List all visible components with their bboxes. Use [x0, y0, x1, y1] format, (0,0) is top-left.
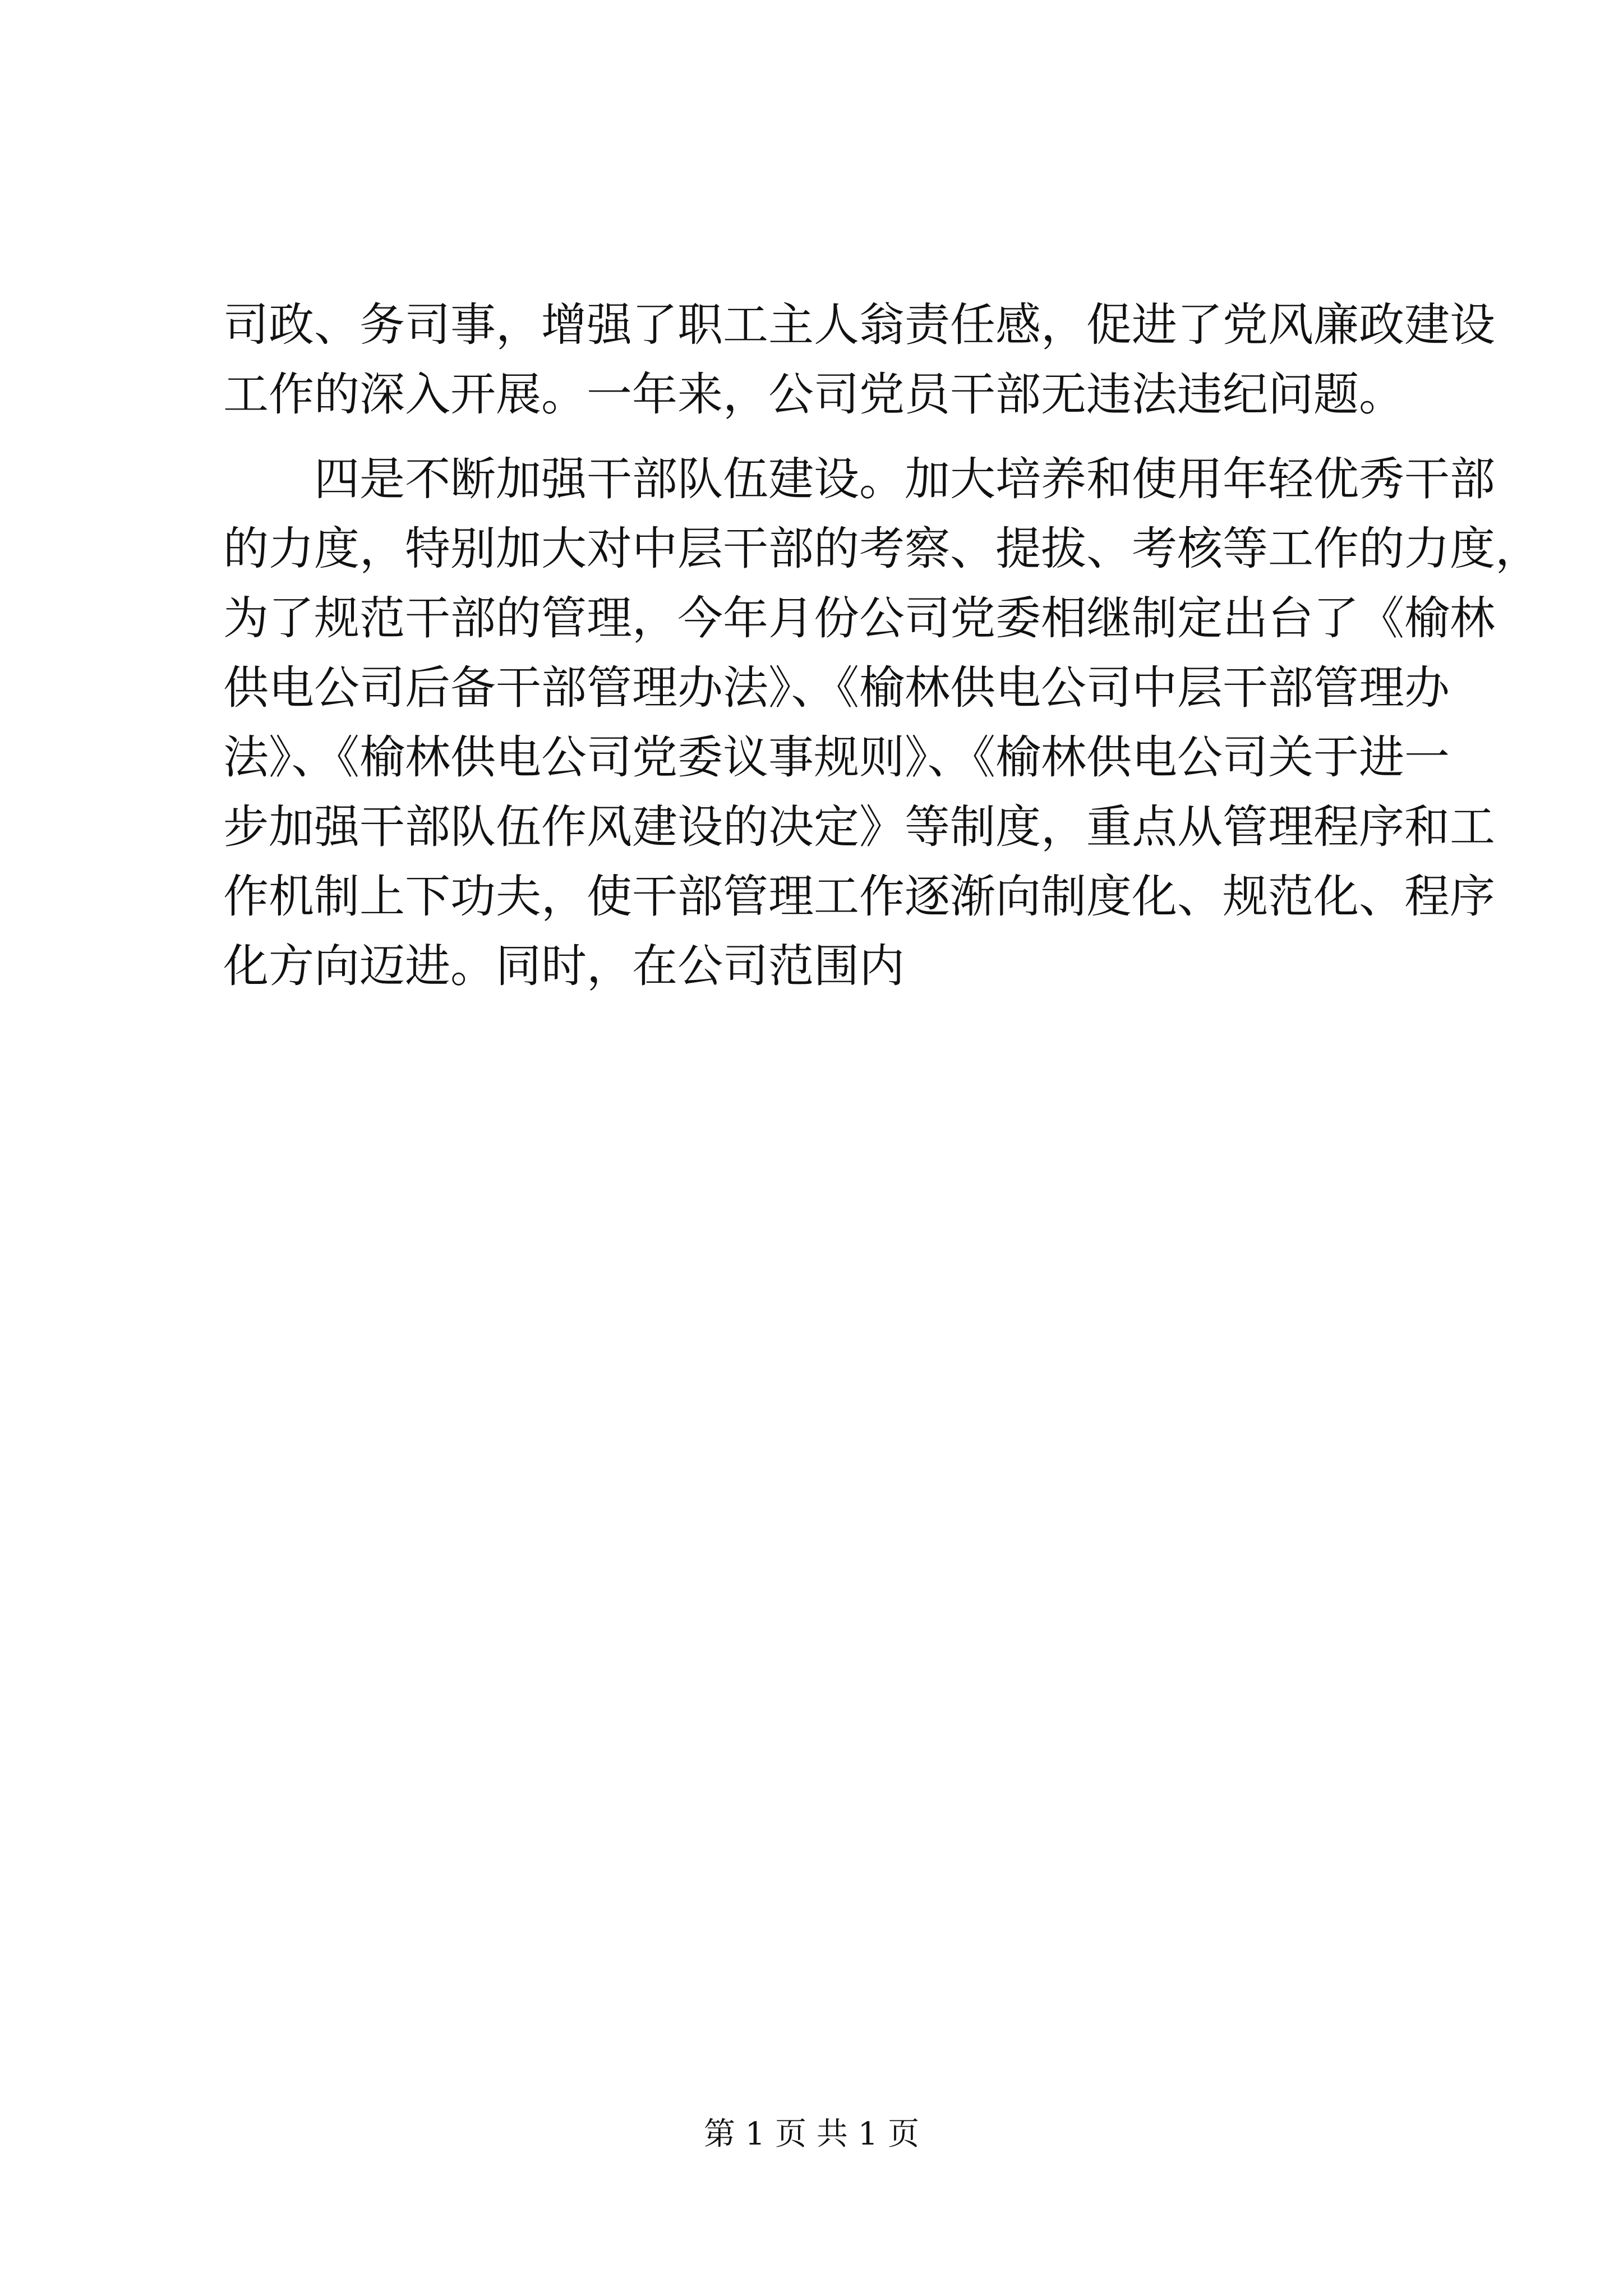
paragraph-2-line-7: 作机制上下功夫，使干部管理工作逐渐向制度化、规范化、程序: [223, 871, 1496, 923]
paragraph-2-line-2: 的力度，特别加大对中层干部的考察、提拔、考核等工作的力度，: [223, 523, 1541, 576]
paragraph-2-line-4: 供电公司后备干部管理办法》、《榆林供电公司中层干部管理办: [223, 662, 1450, 715]
paragraph-2-line-6: 步加强干部队伍作风建设的决定》等制度，重点从管理程序和工: [223, 801, 1496, 854]
paragraph-2-line-1: 四是不断加强干部队伍建设。加大培养和使用年轻优秀干部: [314, 453, 1496, 506]
paragraph-1-line-1: 司政、务司事，增强了职工主人翁责任感，促进了党风廉政建设: [223, 299, 1496, 352]
paragraph-2-line-3: 为了规范干部的管理，今年月份公司党委相继制定出台了《榆林: [223, 592, 1496, 645]
paragraph-2-line-8: 化方向迈进。同时，在公司范围内: [223, 940, 905, 993]
page-footer: 第 1 页 共 1 页: [703, 2116, 920, 2152]
paragraph-2-line-5: 法》、《榆林供电公司党委议事规则》、《榆林供电公司关于进一: [223, 731, 1450, 784]
paragraph-1-line-2: 工作的深入开展。一年来，公司党员干部无违法违纪问题。: [223, 369, 1405, 421]
